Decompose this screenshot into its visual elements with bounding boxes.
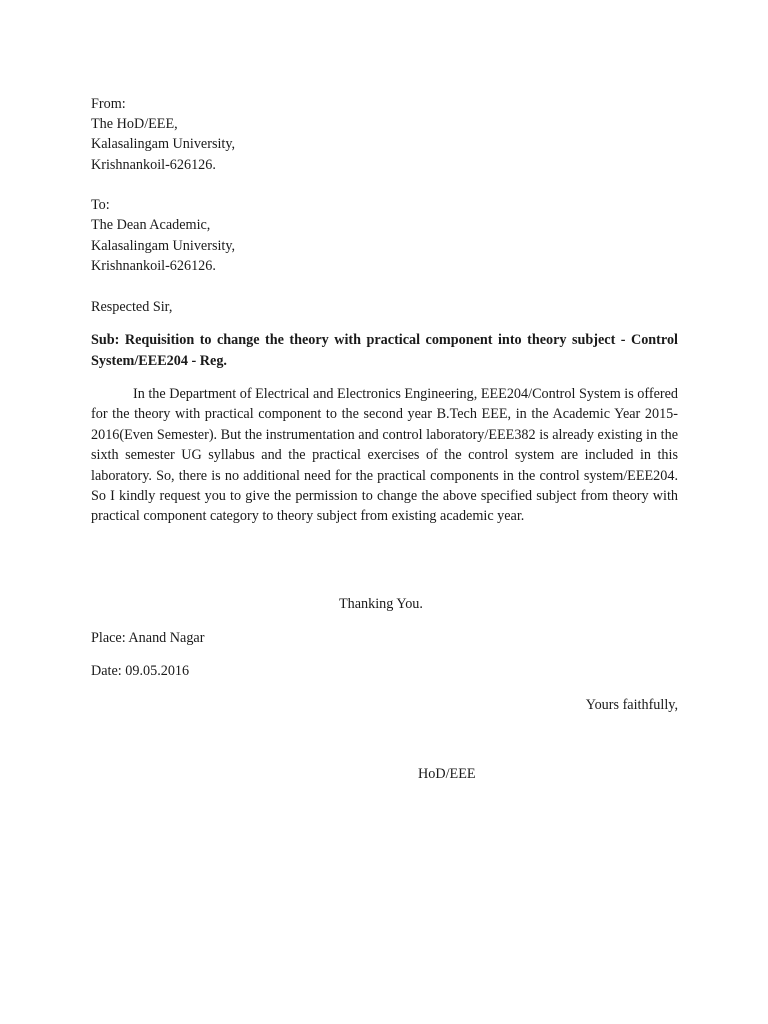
to-line-1: The Dean Academic, [91, 217, 211, 233]
signoff-text: Yours faithfully, [585, 697, 678, 713]
date-line: Date: 09.05.2016 [91, 663, 190, 679]
subject-line: Sub: Requisition to change the theory with practical component into theory subject - Control System/EEE204 - Reg. [91, 332, 678, 369]
to-heading: To: [91, 197, 110, 213]
signature-text: HoD/EEE [418, 766, 476, 782]
body-paragraph: In the Department of Electrical and Electronics Engineering, EEE204/Control System is offered for the theory with practical component to the second year B.Tech EEE, in the Academic Year 2015-2016(Even Semester). But the instrumentation and control laboratory/EEE382 is already existing in the sixth semester UG syllabus and the practical exercises of the control system are included in this laboratory. So, there is no additional need for the practical components in the control system/EEE204. So I kindly request you to give the permission to change the above specified subject from theory with practical component category to theory subject from existing academic year. [91, 386, 678, 525]
letter-page [91, 0, 678, 1024]
from-heading: From: [91, 96, 126, 112]
from-line-1: The HoD/EEE, [91, 116, 178, 132]
place-line: Place: Anand Nagar [91, 630, 205, 646]
to-line-3: Krishnankoil-626126. [91, 258, 216, 274]
to-line-2: Kalasalingam University, [91, 238, 236, 254]
salutation: Respected Sir, [91, 299, 173, 315]
from-line-2: Kalasalingam University, [91, 136, 236, 152]
from-line-3: Krishnankoil-626126. [91, 157, 216, 173]
closing-text: Thanking You. [339, 596, 423, 612]
